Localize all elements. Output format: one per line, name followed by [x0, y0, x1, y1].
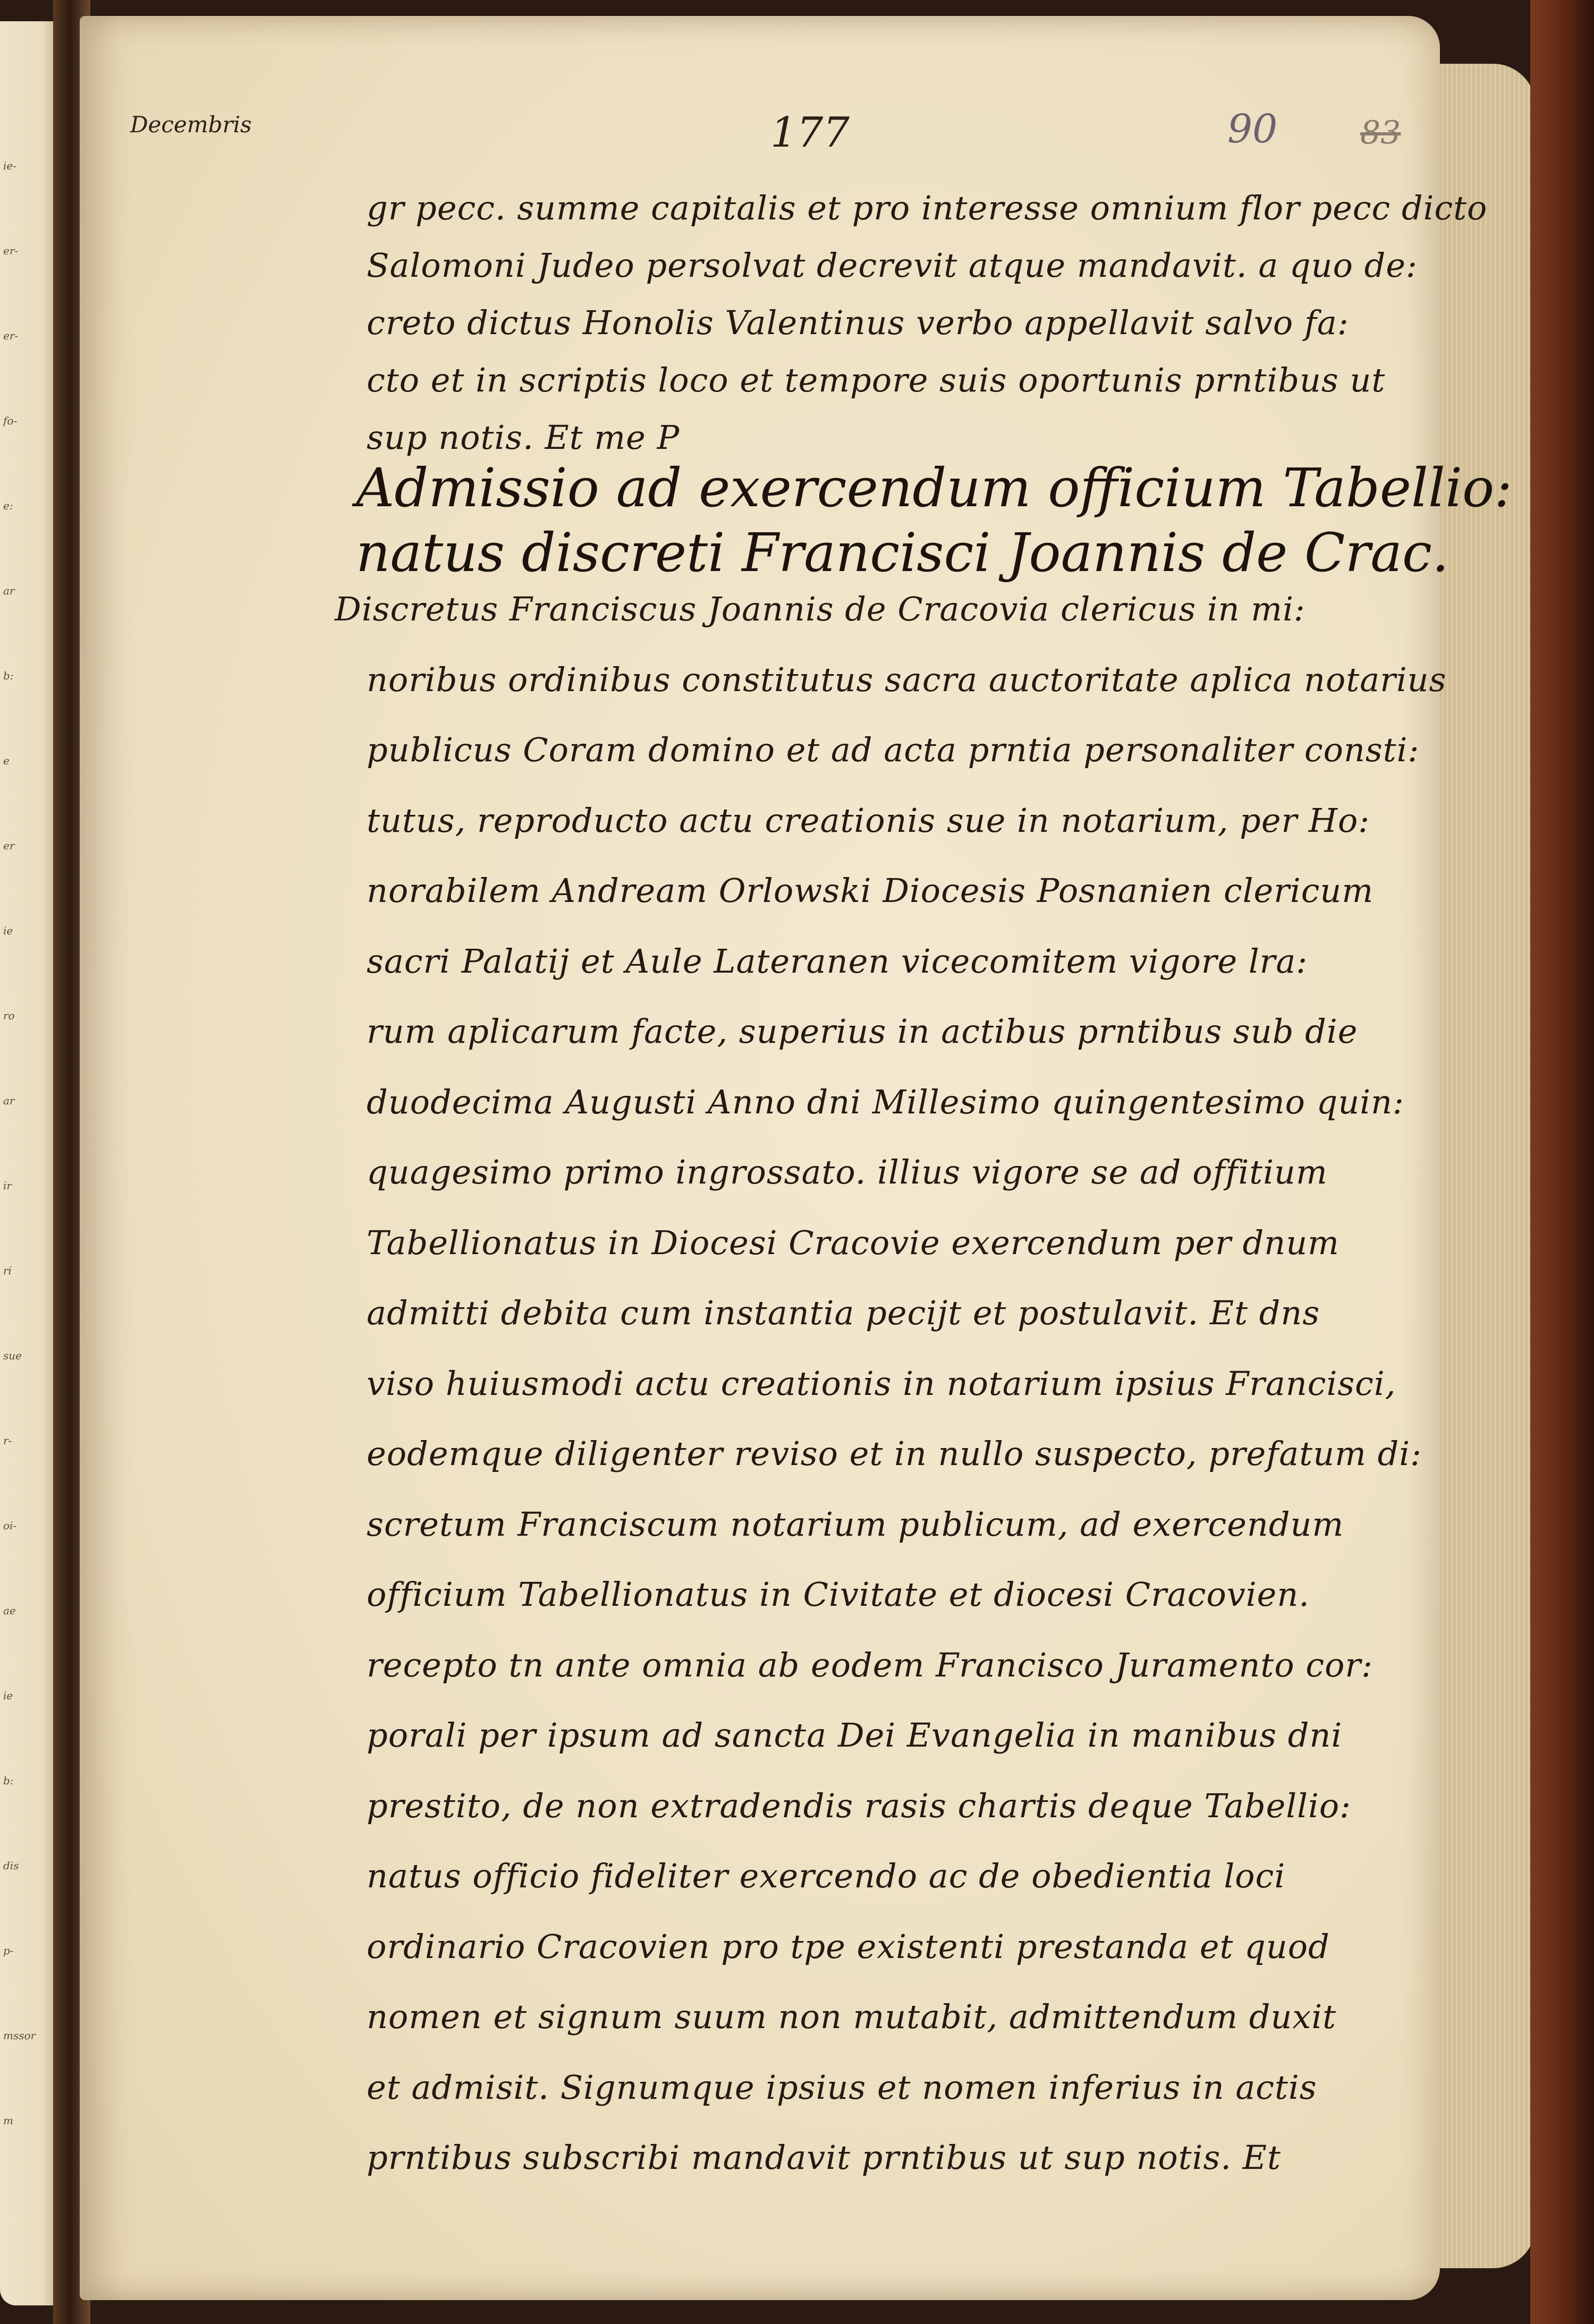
body-line: officium Tabellionatus in Civitate et diocesi Cracovien.: [367, 1575, 1310, 1614]
text-line: creto dictus Honolis Valentinus verbo appellavit salvo fa:: [367, 303, 1349, 342]
previous-page-fragment: ri: [3, 1264, 12, 1277]
body-line: quagesimo primo ingrossato. illius vigore se ad offitium: [367, 1153, 1328, 1191]
text-line: cto et in scriptis loco et tempore suis oportunis prntibus ut: [367, 361, 1386, 399]
body-line: rum aplicarum facte, superius in actibus prntibus sub die: [367, 1012, 1358, 1051]
previous-page-fragment: oi-: [3, 1519, 17, 1532]
previous-page-fragment: dis: [3, 1859, 19, 1872]
body-line: recepto tn ante omnia ab eodem Francisco Juramento cor:: [367, 1645, 1373, 1684]
body-line: admitti debita cum instantia pecijt et postulavit. Et dns: [367, 1293, 1320, 1332]
body-line: prntibus subscribi mandavit prntibus ut sup notis. Et: [367, 2138, 1281, 2177]
body-line: viso huiusmodi actu creationis in notarium ipsius Francisci,: [367, 1364, 1396, 1403]
body-line: tutus, reproducto actu creationis sue in notarium, per Ho:: [367, 801, 1370, 840]
body-line: ordinario Cracovien pro tpe existenti prestanda et quod: [367, 1927, 1330, 1966]
body-line: porali per ipsum ad sancta Dei Evangelia in manibus dni: [367, 1716, 1343, 1755]
heading-line: natus discreti Francisci Joannis de Crac.: [356, 522, 1449, 584]
previous-page-fragment: p-: [3, 1944, 14, 1957]
manuscript-page: [80, 16, 1512, 2300]
previous-page-fragment: ar: [3, 584, 15, 597]
margin-note: Decembris: [130, 112, 252, 138]
previous-page-fragment: er-: [3, 329, 19, 342]
body-line: sacri Palatij et Aule Lateranen vicecomitem vigore lra:: [367, 941, 1308, 981]
previous-page-fragment: ro: [3, 1009, 15, 1022]
folio-number: 177: [770, 109, 850, 157]
previous-page-fragment: ie: [3, 924, 13, 937]
body-line: Discretus Franciscus Joannis de Cracovia clericus in mi:: [335, 590, 1305, 628]
previous-page-edge: [0, 21, 61, 2305]
body-line: natus officio fideliter exercendo ac de obedientia loci: [367, 1857, 1286, 1895]
body-line: noribus ordinibus constitutus sacra auctoritate aplica notarius: [367, 660, 1447, 699]
heading-line: Admissio ad exercendum officium Tabellio:: [356, 457, 1512, 519]
body-line: eodemque diligenter reviso et in nullo suspecto, prefatum di:: [367, 1434, 1422, 1473]
page-block-edge: [1435, 64, 1536, 2268]
body-line: Tabellionatus in Diocesi Cracovie exercendum per dnum: [367, 1223, 1339, 1262]
previous-page-fragment: ir: [3, 1179, 12, 1192]
previous-page-fragment: ie: [3, 1689, 13, 1702]
body-line: prestito, de non extradendis rasis chartis deque Tabellio:: [367, 1786, 1352, 1825]
previous-page-fragment: b:: [3, 1774, 14, 1787]
folio-number-crossed: 83: [1360, 114, 1401, 151]
previous-page-fragment: ar: [3, 1094, 15, 1107]
text-line: gr pecc. summe capitalis et pro interesse omnium flor pecc dicto: [367, 189, 1488, 227]
body-line: publicus Coram domino et ad acta prntia personaliter consti:: [367, 730, 1420, 769]
previous-page-fragment: b:: [3, 669, 14, 682]
previous-page-fragment: mssor: [3, 2029, 36, 2042]
folio-number-alt: 90: [1227, 106, 1278, 152]
previous-page-fragment: fo-: [3, 414, 18, 427]
previous-page-fragment: m: [3, 2114, 13, 2127]
text-line: sup notis. Et me P: [367, 418, 680, 457]
previous-page-fragment: ie-: [3, 159, 16, 172]
body-line: duodecima Augusti Anno dni Millesimo quingentesimo quin:: [367, 1082, 1404, 1121]
previous-page-fragment: er-: [3, 244, 19, 257]
previous-page-fragment: r-: [3, 1434, 12, 1447]
body-line: scretum Franciscum notarium publicum, ad exercendum: [367, 1504, 1344, 1544]
previous-page-fragment: er: [3, 839, 15, 852]
previous-page-fragment: e:: [3, 499, 13, 512]
leather-cover-edge: [1530, 0, 1594, 2324]
body-line: nomen et signum suum non mutabit, admittendum duxit: [367, 1997, 1337, 2036]
text-line: Salomoni Judeo persolvat decrevit atque mandavit. a quo de:: [367, 246, 1418, 285]
previous-page-fragment: sue: [3, 1349, 22, 1362]
body-line: norabilem Andream Orlowski Diocesis Posnanien clericum: [367, 871, 1374, 910]
previous-page-fragment: e: [3, 754, 10, 767]
body-line: et admisit. Signumque ipsius et nomen inferius in actis: [367, 2067, 1317, 2107]
previous-page-fragment: ae: [3, 1604, 16, 1617]
